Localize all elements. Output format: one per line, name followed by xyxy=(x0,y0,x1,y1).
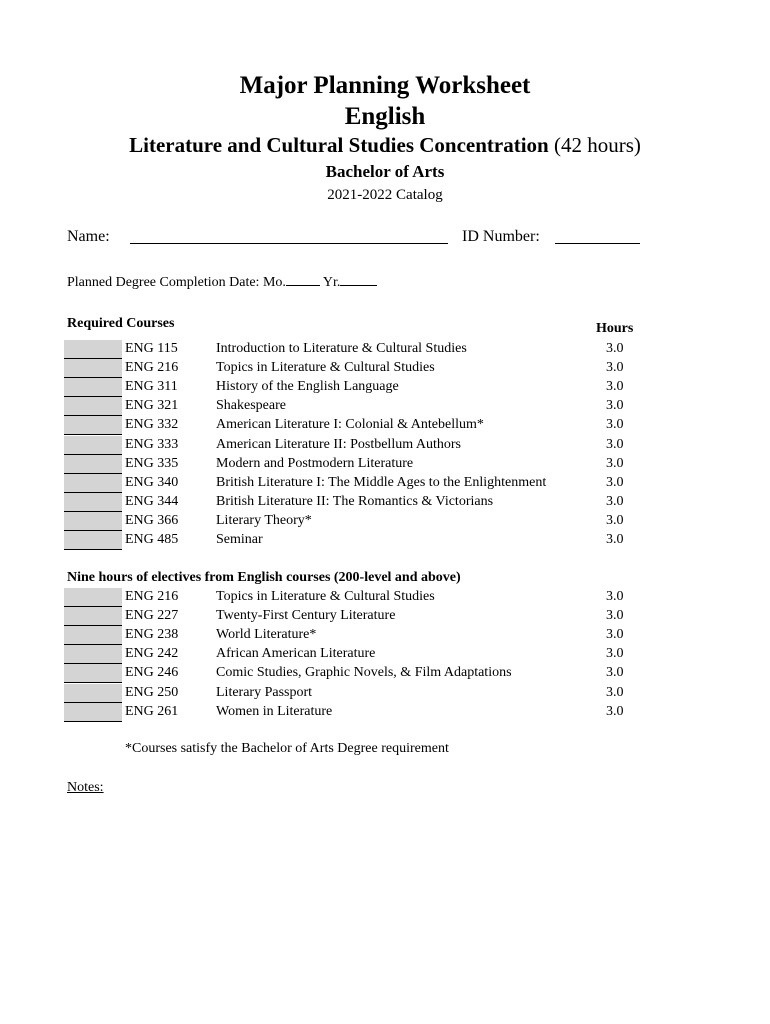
catalog-year: 2021-2022 Catalog xyxy=(327,187,443,203)
course-title: Literary Passport xyxy=(216,684,313,700)
completion-month-field[interactable] xyxy=(286,273,320,286)
course-code: ENG 485 xyxy=(125,532,179,547)
course-title: Introduction to Literature & Cultural Studies xyxy=(216,341,467,356)
id-number-label: ID Number: xyxy=(462,228,540,245)
concentration-title xyxy=(0,133,770,158)
course-hours: 3.0 xyxy=(606,379,624,395)
course-hours: 3.0 xyxy=(606,512,624,528)
course-hours: 3.0 xyxy=(606,398,624,414)
course-title: Literary Theory* xyxy=(216,512,312,528)
completion-blank-field[interactable] xyxy=(64,588,122,607)
notes-label: Notes: xyxy=(67,780,104,795)
completion-blank-field[interactable] xyxy=(64,626,122,645)
course-title: Topics in Literature & Cultural Studies xyxy=(216,360,435,376)
course-title: Seminar xyxy=(216,532,263,547)
course-hours: 3.0 xyxy=(606,532,624,547)
course-code: ENG 250 xyxy=(125,684,179,700)
course-title: British Literature II: The Romantics & Victorians xyxy=(216,493,494,509)
concentration-hours: (42 hours) xyxy=(553,133,641,157)
completion-blank-field[interactable] xyxy=(64,455,122,474)
required-courses-heading: Required Courses xyxy=(67,316,175,331)
course-code: ENG 344 xyxy=(125,493,179,509)
completion-blank-field[interactable] xyxy=(64,607,122,626)
course-code: ENG 115 xyxy=(125,341,178,356)
completion-blank-field[interactable] xyxy=(64,378,122,397)
completion-date-row xyxy=(67,273,377,291)
course-code: ENG 340 xyxy=(125,474,179,490)
course-code: ENG 242 xyxy=(125,646,179,662)
course-title: American Literature II: Postbellum Authors xyxy=(216,436,461,452)
course-row xyxy=(64,626,644,645)
concentration-name: Literature and Cultural Studies Concentration xyxy=(129,133,549,157)
completion-blank-field[interactable] xyxy=(64,397,122,416)
course-hours: 3.0 xyxy=(606,589,624,604)
completion-blank-field[interactable] xyxy=(64,359,122,378)
degree-title: Bachelor of Arts xyxy=(325,162,445,181)
page-title: Major Planning Worksheet xyxy=(239,72,531,99)
course-row xyxy=(64,474,644,493)
completion-blank-field[interactable] xyxy=(64,703,122,722)
course-row xyxy=(64,531,644,550)
course-row xyxy=(64,684,644,703)
completion-blank-field[interactable] xyxy=(64,684,122,703)
completion-blank-field[interactable] xyxy=(64,493,122,512)
course-row xyxy=(64,340,644,359)
course-row xyxy=(64,416,644,435)
course-code: ENG 335 xyxy=(125,455,179,471)
course-hours: 3.0 xyxy=(606,627,624,643)
completion-year-label: Yr. xyxy=(322,275,341,290)
course-code: ENG 321 xyxy=(125,398,179,414)
course-title: Topics in Literature & Cultural Studies xyxy=(216,589,435,604)
footnote: *Courses satisfy the Bachelor of Arts Degree requirement xyxy=(125,741,449,756)
course-code: ENG 332 xyxy=(125,417,179,433)
subject-title: English xyxy=(344,103,426,130)
hours-column-heading: Hours xyxy=(596,321,634,336)
completion-year-field[interactable] xyxy=(340,273,377,286)
course-hours: 3.0 xyxy=(606,646,624,662)
course-row xyxy=(64,588,644,607)
course-row xyxy=(64,359,644,378)
course-code: ENG 227 xyxy=(125,608,179,624)
course-code: ENG 238 xyxy=(125,627,179,643)
course-hours: 3.0 xyxy=(606,341,624,356)
course-hours: 3.0 xyxy=(606,474,624,490)
electives-heading: Nine hours of electives from English courses (200-level and above) xyxy=(67,570,461,585)
completion-blank-field[interactable] xyxy=(64,645,122,664)
course-title: Shakespeare xyxy=(216,398,286,414)
course-hours: 3.0 xyxy=(606,665,624,681)
course-hours: 3.0 xyxy=(606,493,624,509)
course-hours: 3.0 xyxy=(606,608,624,624)
course-row xyxy=(64,645,644,664)
course-row xyxy=(64,378,644,397)
course-title: Modern and Postmodern Literature xyxy=(216,455,414,471)
course-title: American Literature I: Colonial & Antebellum* xyxy=(216,417,484,433)
completion-blank-field[interactable] xyxy=(64,512,122,531)
course-hours: 3.0 xyxy=(606,436,624,452)
name-label: Name: xyxy=(67,228,110,245)
course-row xyxy=(64,397,644,416)
course-title: Twenty-First Century Literature xyxy=(216,608,396,624)
course-hours: 3.0 xyxy=(606,417,624,433)
course-row xyxy=(64,436,644,455)
course-code: ENG 261 xyxy=(125,703,179,719)
course-code: ENG 246 xyxy=(125,665,179,681)
id-number-field[interactable] xyxy=(555,243,640,244)
course-row xyxy=(64,607,644,626)
course-hours: 3.0 xyxy=(606,684,624,700)
completion-blank-field[interactable] xyxy=(64,531,122,550)
completion-blank-field[interactable] xyxy=(64,436,122,455)
completion-blank-field[interactable] xyxy=(64,474,122,493)
course-code: ENG 216 xyxy=(125,360,179,376)
course-title: British Literature I: The Middle Ages to the Enlightenment xyxy=(216,474,547,490)
course-row xyxy=(64,493,644,512)
course-title: World Literature* xyxy=(216,627,317,643)
course-code: ENG 366 xyxy=(125,512,179,528)
course-code: ENG 333 xyxy=(125,436,179,452)
course-title: African American Literature xyxy=(216,646,376,662)
course-hours: 3.0 xyxy=(606,360,624,376)
course-code: ENG 311 xyxy=(125,379,178,395)
course-hours: 3.0 xyxy=(606,455,624,471)
name-field[interactable] xyxy=(130,243,448,244)
course-code: ENG 216 xyxy=(125,589,179,604)
course-row xyxy=(64,455,644,474)
course-row xyxy=(64,703,644,722)
completion-blank-field[interactable] xyxy=(64,340,122,359)
completion-blank-field[interactable] xyxy=(64,664,122,683)
course-title: Women in Literature xyxy=(216,703,333,719)
course-row xyxy=(64,664,644,683)
course-row xyxy=(64,512,644,531)
course-title: History of the English Language xyxy=(216,379,399,395)
course-hours: 3.0 xyxy=(606,703,624,719)
completion-date-label: Planned Degree Completion Date: Mo. xyxy=(67,275,286,290)
completion-blank-field[interactable] xyxy=(64,416,122,435)
course-title: Comic Studies, Graphic Novels, & Film Adaptations xyxy=(216,665,512,681)
